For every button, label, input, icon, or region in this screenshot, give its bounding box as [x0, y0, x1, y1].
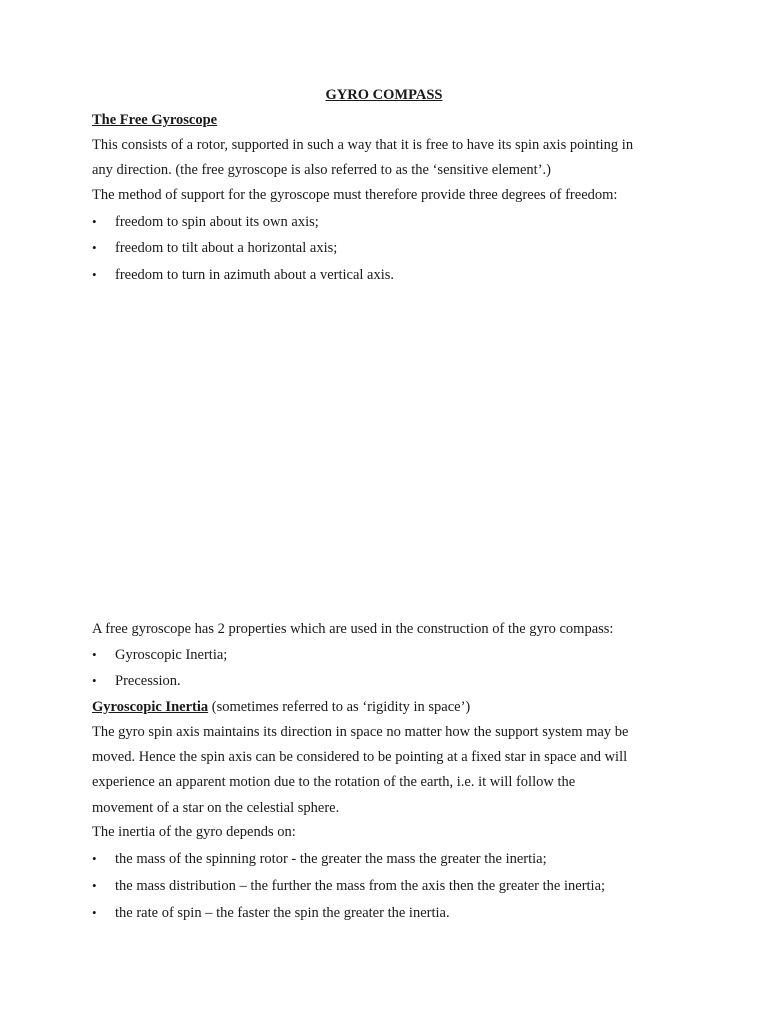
list-item: freedom to tilt about a horizontal axis; [115, 240, 338, 256]
bullet-icon: • [92, 267, 97, 282]
bullet-icon: • [92, 214, 97, 229]
list-item: freedom to turn in azimuth about a vertical axis. [115, 267, 395, 283]
paragraph-line: A free gyroscope has 2 properties which are used in the construction of the gyro compass: [92, 621, 614, 637]
paragraph-line: The method of support for the gyroscope must therefore provide three degrees of freedom: [92, 187, 618, 203]
list-item: Precession. [115, 673, 181, 689]
paragraph-line: any direction. (the free gyroscope is also referred to as the ‘sensitive element’.) [92, 162, 551, 178]
document-title: GYRO COMPASS [325, 87, 443, 103]
list-item: freedom to spin about its own axis; [115, 214, 319, 230]
paragraph-line: moved. Hence the spin axis can be considered to be pointing at a fixed star in space and will [92, 749, 628, 765]
paragraph-line: This consists of a rotor, supported in such a way that it is free to have its spin axis pointing in [92, 137, 634, 153]
bullet-icon: • [92, 851, 97, 866]
list-item: the mass distribution – the further the mass from the axis then the greater the inertia; [115, 878, 606, 894]
paragraph-line: The gyro spin axis maintains its direction in space no matter how the support system may be [92, 724, 629, 740]
paragraph-line: movement of a star on the celestial sphere. [92, 800, 340, 816]
bullet-icon: • [92, 240, 97, 255]
heading-suffix: (sometimes referred to as ‘rigidity in space’) [208, 699, 471, 715]
bullet-icon: • [92, 673, 97, 688]
bullet-icon: • [92, 905, 97, 920]
paragraph-line: The inertia of the gyro depends on: [92, 824, 296, 840]
list-item: Gyroscopic Inertia; [115, 647, 228, 663]
section-heading-free-gyroscope: The Free Gyroscope [92, 112, 218, 128]
section-heading-gyroscopic-inertia: Gyroscopic Inertia [92, 699, 209, 715]
bullet-icon: • [92, 878, 97, 893]
paragraph-line: experience an apparent motion due to the rotation of the earth, i.e. it will follow the [92, 774, 576, 790]
list-item: the rate of spin – the faster the spin the greater the inertia. [115, 905, 450, 921]
list-item: the mass of the spinning rotor - the greater the mass the greater the inertia; [115, 851, 547, 867]
bullet-icon: • [92, 647, 97, 662]
section-heading-row [92, 697, 470, 717]
